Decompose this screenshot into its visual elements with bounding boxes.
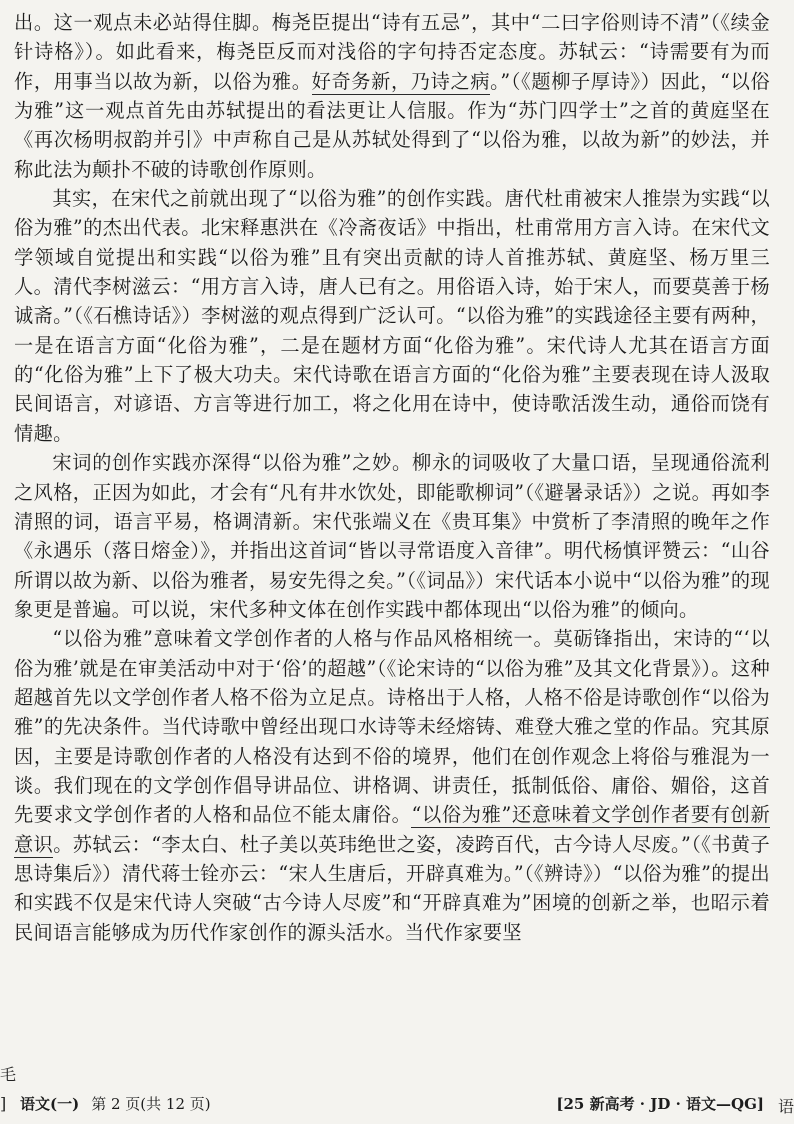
left-margin-mark-1: 毛 bbox=[0, 1065, 17, 1084]
text-segment: 其实，在宋代之前就出现了“以俗为雅”的创作实践。唐代杜甫被宋人推崇为实践“以俗为雅”的杰出代表。北宋释惠洪在《冷斋夜话》中指出，杜甫常用方言入诗。在宋代文学领域自觉提出和实践“以俗为雅”且有突出贡献的诗人首推苏轼、黄庭坚、杨万里三人。清代李树滋云：“用方言入诗，唐人已有之。用俗语入诗，始于宋人，而要莫善于杨诚斋。”（《石樵诗话》）李树滋的观点得到广泛认可。“以俗为雅”的实践途径主要有两种，一是在语言方面“化俗为雅”，二是在题材方面“化俗为雅”。宋代诗人尤其在语言方面的“化俗为雅”上下了极大功夫。宋代诗歌在语言方面的“化俗为雅”主要表现在诗人汲取民间语言，对谚语、方言等进行加工，将之化用在诗中，使诗歌活泼生动，通俗而饶有情趣。 bbox=[14, 187, 770, 445]
left-margin-mark-2: ] bbox=[0, 1094, 7, 1113]
right-margin-mark: 语 bbox=[778, 1097, 794, 1116]
paragraph bbox=[14, 8, 770, 184]
text-segment: “以俗为雅”意味着文学创作者的人格与作品风格相统一。莫砺锋指出，宋诗的“‘以俗为雅’就是在审美活动中对于‘俗’的超越”（《论宋诗的“以俗为雅”及其文化背景》）。这种超越首先以文学创作者人格不俗为立足点。诗格出于人格，人格不俗是诗歌创作“以俗为雅”的先决条件。当代诗歌中曾经出现口水诗等未经熔铸、难登大雅之堂的作品。究其原因，主要是诗歌创作者的人格没有达到不俗的境界，他们在创作观念上将俗与雅混为一谈。我们现在的文学创作倡导讲品位、讲格调、讲责任，抵制低俗、庸俗、媚俗，这首先要求文学创作者的人格和品位不能太庸俗。 bbox=[14, 627, 770, 827]
text-segment: 。苏轼云：“李太白、杜子美以英玮绝世之姿，凌跨百代，古今诗人尽废。”（《书黄子思诗集后》）清代蒋士铨亦云：“宋人生唐后，开辟真难为。”（《辨诗》）“以俗为雅”的提出和实践不仅是宋代诗人突破“古今诗人尽废”和“开辟真难为”困境的创新之举，也昭示着民间语言能够成为历代作家创作的源头活水。当代作家要坚 bbox=[14, 832, 770, 944]
page-footer bbox=[0, 1091, 794, 1117]
footer-subject: 语文(一) bbox=[20, 1095, 80, 1113]
underlined-sentence: 好奇务新，乃诗之病 bbox=[311, 69, 491, 93]
text-segment: 出。这一观点未必站得住脚。梅尧臣提出“诗有五忌”，其中“二曰字俗则诗不清”（《续金针诗格》）。如此看来，梅尧臣反而对浅俗的字句持否定态度。苏轼云：“诗需要有为而作，用事当以故为新，以俗为雅。 bbox=[14, 11, 770, 93]
footer-exam-code: [25 新高考 · JD · 语文—QG] bbox=[556, 1095, 764, 1113]
paragraph bbox=[14, 624, 770, 947]
underlined-sentence: “以俗为雅”还意味着文学创作者要有创新意识 bbox=[14, 803, 770, 856]
paragraph bbox=[14, 448, 770, 624]
text-segment: 。”（《题柳子厚诗》）因此，“以俗为雅”这一观点首先由苏轼提出的看法更让人信服。作为“苏门四学士”之首的黄庭坚在《再次杨明叔韵并引》中声称自己是从苏轼处得到了“以俗为雅，以故为新”的妙法，并称此法为颠扑不破的诗歌创作原则。 bbox=[14, 69, 770, 181]
paragraph bbox=[14, 184, 770, 448]
footer-subject-page bbox=[20, 1091, 211, 1117]
footer-page-number: 第 2 页(共 12 页) bbox=[91, 1095, 211, 1113]
body-text bbox=[14, 8, 770, 947]
text-segment: 宋词的创作实践亦深得“以俗为雅”之妙。柳永的词吸收了大量口语，呈现通俗流利之风格，正因为如此，才会有“凡有井水饮处，即能歌柳词”（《避暑录话》）之说。再如李清照的词，语言平易，格调清新。宋代张端义在《贵耳集》中赏析了李清照的晚年之作《永遇乐（落日熔金）》，并指出这首词“皆以寻常语度入音律”。明代杨慎评赞云：“山谷所谓以故为新、以俗为雅者，易安先得之矣。”（《词品》）宋代话本小说中“以俗为雅”的现象更是普遍。可以说，宋代多种文体在创作实践中都体现出“以俗为雅”的倾向。 bbox=[14, 451, 770, 621]
